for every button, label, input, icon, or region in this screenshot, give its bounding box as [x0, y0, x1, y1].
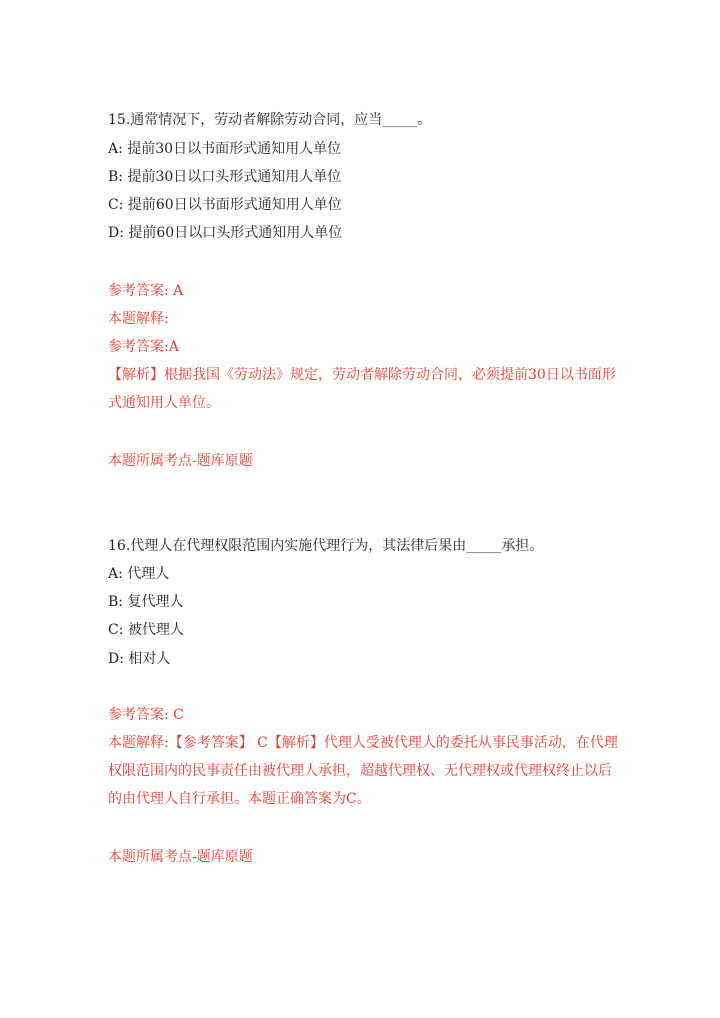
question-15-option-a: A: 提前30日以书面形式通知用人单位	[108, 141, 342, 157]
question-16-option-d: D: 相对人	[108, 651, 171, 667]
question-15-option-b: B: 提前30日以口头形式通知用人单位	[108, 169, 342, 185]
question-15-topic: 本题所属考点-题库原题	[108, 453, 253, 469]
question-16-stem: 16.代理人在代理权限范围内实施代理行为，其法律后果由_____承担。	[108, 538, 544, 554]
question-16-answer: 参考答案: C	[108, 707, 184, 723]
question-16-topic: 本题所属考点-题库原题	[108, 849, 253, 865]
question-15-answer: 参考答案: A	[108, 283, 184, 299]
question-15-option-d: D: 提前60日以口头形式通知用人单位	[108, 225, 343, 241]
question-15-stem: 15.通常情况下，劳动者解除劳动合同，应当_____。	[108, 112, 432, 128]
question-16-option-a: A: 代理人	[108, 566, 170, 582]
question-15-option-c: C: 提前60日以书面形式通知用人单位	[108, 197, 342, 213]
question-16-option-c: C: 被代理人	[108, 622, 184, 638]
question-15-explanation-label: 本题解释:	[108, 311, 169, 327]
question-16-explanation: 本题解释:【参考答案】 C【解析】代理人受被代理人的委托从事民事活动，在代理权限范围内的民事责任由被代理人承担，超越代理权、无代理权或代理权终止以后的由代理人自行承担。本题正确答案为C。	[108, 735, 618, 807]
question-16-option-b: B: 复代理人	[108, 594, 184, 610]
question-15-explanation-answer: 参考答案:A	[108, 339, 179, 355]
question-15-explanation: 【解析】根据我国《劳动法》规定，劳动者解除劳动合同，必须提前30日以书面形式通知用人单位。	[108, 367, 616, 411]
